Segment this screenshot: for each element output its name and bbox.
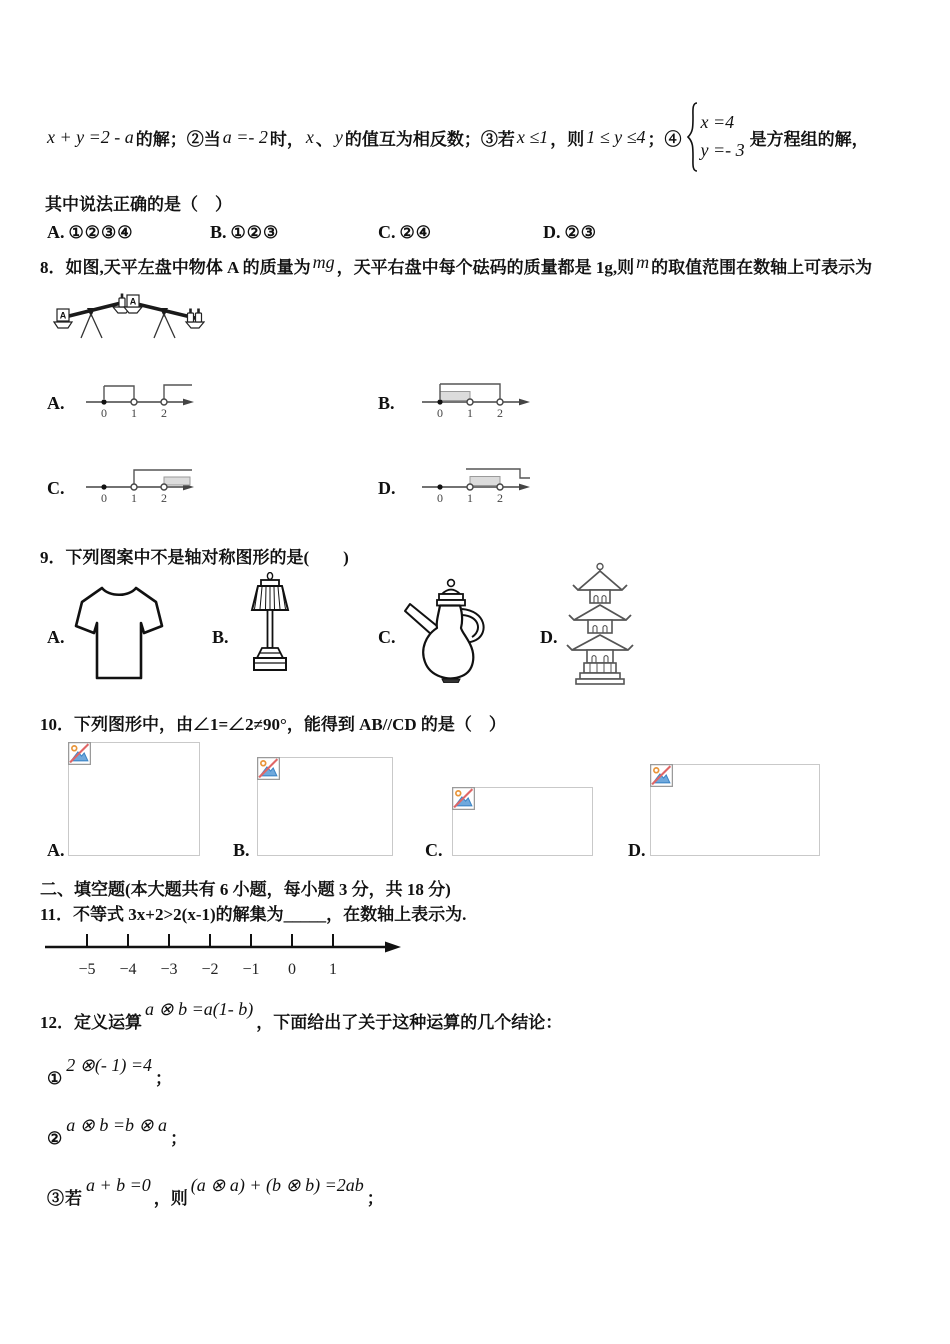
question-9-text: 9．下列图案中不是轴对称图形的是( ) bbox=[40, 548, 349, 567]
tick-label: 1 bbox=[131, 406, 137, 420]
text-fragment: ，则 bbox=[550, 129, 585, 149]
open-endpoint bbox=[467, 484, 473, 490]
q10-option-d-box bbox=[650, 764, 820, 856]
broken-image-icon bbox=[452, 787, 475, 810]
q8-option-d-label: D. bbox=[378, 478, 396, 498]
math-fragment: (a ⊗ a) + (b ⊗ b) =2ab bbox=[190, 1175, 364, 1195]
text-fragment: ；④ bbox=[647, 129, 682, 149]
curly-brace-icon bbox=[685, 101, 699, 173]
math-fragment: mg bbox=[312, 252, 335, 272]
q7-option-d bbox=[543, 222, 597, 243]
text-fragment: 的值互为相反数；③若 bbox=[344, 129, 515, 149]
closed-endpoint bbox=[101, 484, 106, 489]
q10-option-c-box bbox=[452, 787, 593, 856]
tick-label: 2 bbox=[161, 406, 167, 420]
arrow-head bbox=[183, 399, 194, 406]
shaded-interval bbox=[440, 392, 470, 401]
question-7-prompt: 其中说法正确的是（ ） bbox=[45, 195, 232, 214]
option-value: ①②③④ bbox=[68, 223, 134, 242]
item-number: ② bbox=[47, 1129, 64, 1148]
tick-label: −2 bbox=[201, 961, 219, 978]
left-pan bbox=[54, 322, 72, 328]
q7-option-c bbox=[378, 222, 432, 243]
q7-option-b bbox=[210, 222, 279, 243]
system-equation-1: x =4 bbox=[700, 112, 735, 133]
text-fragment: ，天平右盘中每个砝码的质量都是 1g,则 bbox=[336, 258, 635, 277]
option-value: ②④ bbox=[399, 223, 432, 242]
tick-label: 2 bbox=[497, 491, 503, 505]
text-fragment: ，则 bbox=[153, 1189, 188, 1208]
open-endpoint bbox=[131, 484, 137, 490]
text-fragment: ，下面给出了关于这种运算的几个结论： bbox=[256, 1013, 563, 1032]
open-endpoint bbox=[497, 399, 503, 405]
text-fragment: 的解；②当 bbox=[135, 129, 221, 149]
tick-label: 1 bbox=[131, 491, 137, 505]
option-label: C. bbox=[378, 222, 396, 242]
tick-label: 0 bbox=[101, 491, 107, 505]
broken-image-icon bbox=[650, 764, 673, 787]
q9-option-b-label: B. bbox=[212, 627, 229, 647]
math-fragment: y bbox=[334, 126, 343, 147]
tick-label: 0 bbox=[101, 406, 107, 420]
open-endpoint bbox=[161, 484, 167, 490]
q9-option-a-label: A. bbox=[47, 627, 65, 647]
number-line-figure bbox=[35, 926, 435, 984]
teapot-icon bbox=[402, 578, 494, 683]
text-fragment: ； bbox=[170, 1129, 188, 1148]
arrow-head bbox=[519, 484, 530, 491]
q10-option-b-box bbox=[257, 757, 393, 856]
tick-marks bbox=[87, 934, 333, 947]
q10-option-c-label: C. bbox=[425, 840, 443, 860]
tick-label: 1 bbox=[329, 961, 337, 978]
tick-label: −5 bbox=[78, 961, 96, 978]
text-fragment: 12．定义运算 bbox=[40, 1013, 142, 1032]
tick-label: −1 bbox=[242, 961, 260, 978]
option-value: ①②③ bbox=[230, 223, 280, 242]
text-fragment: ； bbox=[154, 1069, 172, 1088]
tick-label: −3 bbox=[160, 961, 178, 978]
q12-conclusion-1 bbox=[47, 1055, 172, 1089]
question-8-text bbox=[40, 253, 872, 278]
option-label: B. bbox=[210, 222, 227, 242]
section-2-header: 二、填空题(本大题共有 6 小题，每小题 3 分，共 18 分) bbox=[40, 880, 451, 899]
math-fragment: a ⊗ b =b ⊗ a bbox=[66, 1115, 168, 1135]
tick-label: −4 bbox=[119, 961, 137, 978]
item-number: ③若 bbox=[47, 1189, 83, 1208]
weight-cap bbox=[189, 309, 192, 314]
text-fragment: 的取值范围在数轴上可表示为 bbox=[651, 258, 873, 277]
option-label: A. bbox=[47, 222, 65, 242]
q8-option-a-label: A. bbox=[47, 393, 65, 413]
text-fragment: 时， bbox=[269, 129, 304, 149]
q8-option-c-label: C. bbox=[47, 478, 65, 498]
number-line-option-a bbox=[82, 372, 202, 420]
closed-endpoint bbox=[437, 484, 442, 489]
weight bbox=[119, 298, 125, 307]
text-fragment: 8．如图,天平左盘中物体 A 的质量为 bbox=[40, 258, 311, 277]
q10-option-b-label: B. bbox=[233, 840, 250, 860]
block-a-label: A bbox=[129, 296, 137, 307]
math-fragment: x ≤1 bbox=[516, 126, 549, 147]
question-12-text bbox=[40, 999, 563, 1033]
item-number: ① bbox=[47, 1069, 64, 1088]
shaded-interval bbox=[164, 477, 190, 485]
math-fragment: 2 ⊗(- 1) =4 bbox=[66, 1055, 152, 1075]
math-fragment: x + y =2 - a bbox=[47, 126, 134, 147]
q10-option-a-label: A. bbox=[47, 840, 65, 860]
equation-system bbox=[685, 101, 747, 173]
math-fragment: a =- 2 bbox=[222, 126, 268, 147]
weight-cap bbox=[197, 309, 200, 314]
text-fragment: 、 bbox=[315, 129, 333, 149]
arrow-head bbox=[519, 399, 530, 406]
q8-option-b-label: B. bbox=[378, 393, 395, 413]
weight-cap bbox=[121, 294, 124, 299]
broken-image-icon bbox=[257, 757, 280, 780]
number-line-option-d bbox=[418, 457, 538, 505]
tshirt-icon bbox=[73, 582, 165, 682]
q10-option-a-box bbox=[68, 742, 200, 856]
closed-endpoint bbox=[437, 399, 442, 404]
question-10-text: 10．下列图形中，由∠1=∠2≠90°，能得到 AB//CD 的是（ ） bbox=[40, 715, 506, 734]
stand-legs bbox=[154, 314, 175, 338]
system-equation-2: y =- 3 bbox=[700, 140, 745, 160]
tick-label: 2 bbox=[497, 406, 503, 420]
q10-option-d-label: D. bbox=[628, 840, 646, 860]
option-label: D. bbox=[543, 222, 561, 242]
number-line-option-c bbox=[82, 457, 202, 505]
stand-legs bbox=[81, 314, 102, 338]
weight bbox=[196, 313, 202, 322]
tick-label: 0 bbox=[437, 491, 443, 505]
q7-option-a bbox=[47, 222, 133, 243]
tick-label: 0 bbox=[437, 406, 443, 420]
math-fragment: 1 ≤ y ≤4 bbox=[586, 126, 646, 147]
lamp-icon bbox=[238, 572, 302, 682]
q9-option-d-label: D. bbox=[540, 627, 558, 647]
q9-option-c-label: C. bbox=[378, 627, 396, 647]
weight bbox=[188, 313, 194, 322]
math-fragment: a + b =0 bbox=[86, 1175, 151, 1195]
tick-label: 0 bbox=[288, 961, 296, 978]
question-11-text: 11．不等式 3x+2>2(x-1)的解集为_____，在数轴上表示为. bbox=[40, 905, 467, 924]
arrow-head bbox=[385, 942, 401, 953]
math-fragment: m bbox=[636, 252, 650, 272]
open-endpoint bbox=[161, 399, 167, 405]
option-value: ②③ bbox=[564, 223, 597, 242]
broken-image-icon bbox=[68, 742, 91, 765]
right-pan bbox=[186, 322, 204, 328]
closed-endpoint bbox=[101, 399, 106, 404]
q12-conclusion-3 bbox=[47, 1175, 384, 1209]
text-fragment: 是方程组的解， bbox=[749, 129, 869, 149]
shaded-interval bbox=[470, 477, 500, 486]
math-fragment: a ⊗ b =a(1- b) bbox=[145, 999, 254, 1019]
question-7-continuation bbox=[45, 100, 935, 174]
balance-scales-figure bbox=[53, 286, 205, 346]
number-line-option-b bbox=[418, 372, 538, 420]
pagoda-icon bbox=[560, 562, 640, 690]
block-a-label: A bbox=[59, 310, 67, 321]
tick-label: 1 bbox=[467, 491, 473, 505]
open-endpoint bbox=[131, 399, 137, 405]
open-endpoint bbox=[467, 399, 473, 405]
math-fragment: x bbox=[305, 126, 314, 147]
open-endpoint bbox=[497, 484, 503, 490]
text-fragment: ； bbox=[366, 1189, 384, 1208]
q12-conclusion-2 bbox=[47, 1115, 188, 1149]
tick-label: 2 bbox=[161, 491, 167, 505]
tick-label: 1 bbox=[467, 406, 473, 420]
